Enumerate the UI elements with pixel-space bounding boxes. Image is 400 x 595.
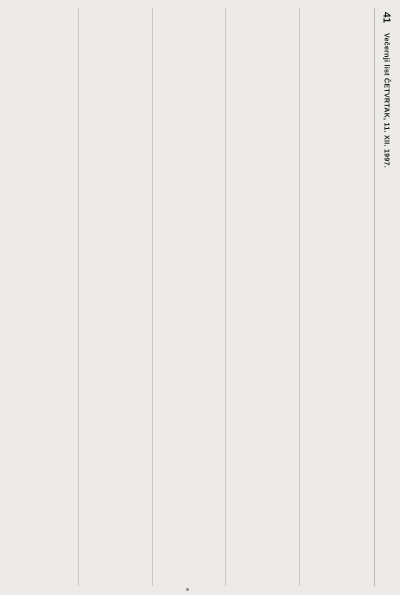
- list-column-5: [302, 8, 372, 586]
- print-speck: [186, 588, 189, 591]
- page-number: 41: [380, 12, 392, 24]
- list-column-1: [8, 8, 79, 586]
- vertical-masthead: [374, 8, 397, 586]
- list-column-3: [155, 8, 226, 586]
- name-list-columns: [8, 8, 372, 586]
- list-column-4: [228, 8, 299, 586]
- list-column-2: [81, 8, 152, 586]
- masthead-text: [381, 8, 392, 168]
- publication-date-line: Večernji list ČETVRTAK, 11. XII. 1997.: [382, 33, 390, 169]
